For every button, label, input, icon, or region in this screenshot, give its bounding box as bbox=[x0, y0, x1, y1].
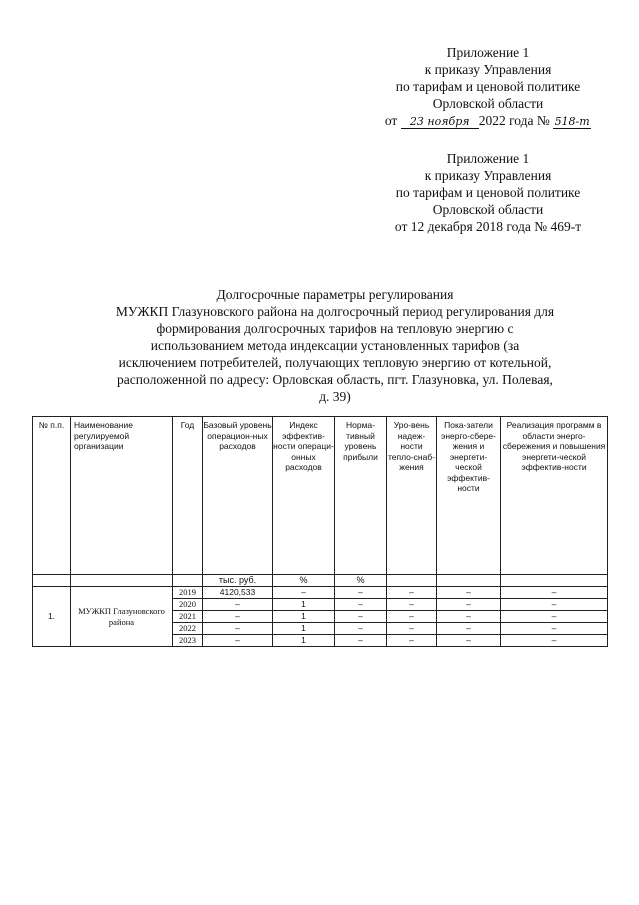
title-line5: исключением потребителей, получающих тепловую энергию от котельной, bbox=[118, 355, 552, 370]
row-base: – bbox=[203, 611, 273, 623]
regulation-parameters-table bbox=[32, 416, 608, 647]
units-cell bbox=[71, 575, 173, 587]
units-profit: % bbox=[335, 575, 387, 587]
row-programs: – bbox=[501, 635, 608, 647]
appendix-original-header bbox=[360, 150, 616, 235]
title-line1: Долгосрочные параметры регулирования bbox=[216, 287, 454, 302]
row-energy: – bbox=[437, 623, 501, 635]
row-year: 2023 bbox=[173, 635, 203, 647]
row-reliab: – bbox=[387, 587, 437, 599]
header-profit: Норма-тивный уровень прибыли bbox=[335, 417, 387, 575]
row-energy: – bbox=[437, 587, 501, 599]
appendix-original-line1: Приложение 1 bbox=[446, 151, 530, 166]
appendix-current-date-line bbox=[360, 112, 616, 129]
row-profit: – bbox=[335, 623, 387, 635]
row-profit: – bbox=[335, 599, 387, 611]
date-prefix: от bbox=[384, 113, 398, 128]
row-eff: 1 bbox=[273, 611, 335, 623]
row-reliab: – bbox=[387, 599, 437, 611]
header-energy: Пока-затели энерго-сбере-жения и энергети-ческой эффектив-ности bbox=[437, 417, 501, 575]
organization-name: МУЖКП Глазуновского района bbox=[71, 587, 173, 647]
header-base: Базовый уровень операцион-ных расходов bbox=[203, 417, 273, 575]
units-eff: % bbox=[273, 575, 335, 587]
row-base: – bbox=[203, 635, 273, 647]
row-eff: 1 bbox=[273, 635, 335, 647]
units-cell bbox=[501, 575, 608, 587]
header-reliab: Уро-вень надеж-ности тепло-снаб-жения bbox=[387, 417, 437, 575]
row-base: – bbox=[203, 623, 273, 635]
row-eff: 1 bbox=[273, 599, 335, 611]
appendix-original-line4: Орловской области bbox=[432, 202, 544, 217]
title-line7: д. 39) bbox=[319, 389, 351, 404]
appendix-current-line3: по тарифам и ценовой политике bbox=[395, 79, 581, 94]
table-row bbox=[33, 587, 608, 599]
row-year: 2019 bbox=[173, 587, 203, 599]
title-line4: использованием метода индексации установленных тарифов (за bbox=[150, 338, 520, 353]
handwritten-date: 23 ноября bbox=[401, 115, 479, 129]
row-reliab: – bbox=[387, 611, 437, 623]
row-reliab: – bbox=[387, 623, 437, 635]
title-line2: МУЖКП Глазуновского района на долгосрочный период регулирования для bbox=[115, 304, 555, 319]
row-reliab: – bbox=[387, 635, 437, 647]
row-profit: – bbox=[335, 635, 387, 647]
row-programs: – bbox=[501, 611, 608, 623]
title-line6: расположенной по адресу: Орловская область, пгт. Глазуновка, ул. Полевая, bbox=[117, 372, 553, 387]
header-year: Год bbox=[173, 417, 203, 575]
units-base: тыс. руб. bbox=[203, 575, 273, 587]
units-cell bbox=[437, 575, 501, 587]
row-base: – bbox=[203, 599, 273, 611]
header-eff: Индекс эффектив-ности операци-онных расходов bbox=[273, 417, 335, 575]
units-cell bbox=[173, 575, 203, 587]
appendix-current-header bbox=[360, 44, 616, 129]
row-programs: – bbox=[501, 599, 608, 611]
handwritten-number: 518-т bbox=[554, 115, 590, 128]
document-title bbox=[80, 286, 590, 405]
row-profit: – bbox=[335, 587, 387, 599]
year-text: 2022 года № bbox=[478, 113, 550, 128]
title-line3: формирования долгосрочных тарифов на тепловую энергию с bbox=[156, 321, 514, 336]
appendix-original-line3: по тарифам и ценовой политике bbox=[395, 185, 581, 200]
appendix-current-line1: Приложение 1 bbox=[446, 45, 530, 60]
appendix-current-line2: к приказу Управления bbox=[424, 62, 552, 77]
units-cell bbox=[33, 575, 71, 587]
header-org: Наименование регулируемой организации bbox=[71, 417, 173, 575]
row-year: 2022 bbox=[173, 623, 203, 635]
row-index: 1. bbox=[33, 587, 71, 647]
row-energy: – bbox=[437, 611, 501, 623]
appendix-original-line2: к приказу Управления bbox=[424, 168, 552, 183]
appendix-original-line5: от 12 декабря 2018 года № 469-т bbox=[394, 219, 582, 234]
row-eff: – bbox=[273, 587, 335, 599]
table-units-row bbox=[33, 575, 608, 587]
row-energy: – bbox=[437, 635, 501, 647]
row-programs: – bbox=[501, 623, 608, 635]
row-programs: – bbox=[501, 587, 608, 599]
units-cell bbox=[387, 575, 437, 587]
row-eff: 1 bbox=[273, 623, 335, 635]
row-profit: – bbox=[335, 611, 387, 623]
row-year: 2021 bbox=[173, 611, 203, 623]
row-year: 2020 bbox=[173, 599, 203, 611]
row-energy: – bbox=[437, 599, 501, 611]
header-programs: Реализация программ в области энерго-сбережения и повышения энергети-ческой эффектив-ности bbox=[501, 417, 608, 575]
appendix-current-line4: Орловской области bbox=[432, 96, 544, 111]
table-header-row bbox=[33, 417, 608, 575]
header-num: № п.п. bbox=[33, 417, 71, 575]
row-base: 4120,533 bbox=[203, 587, 273, 599]
